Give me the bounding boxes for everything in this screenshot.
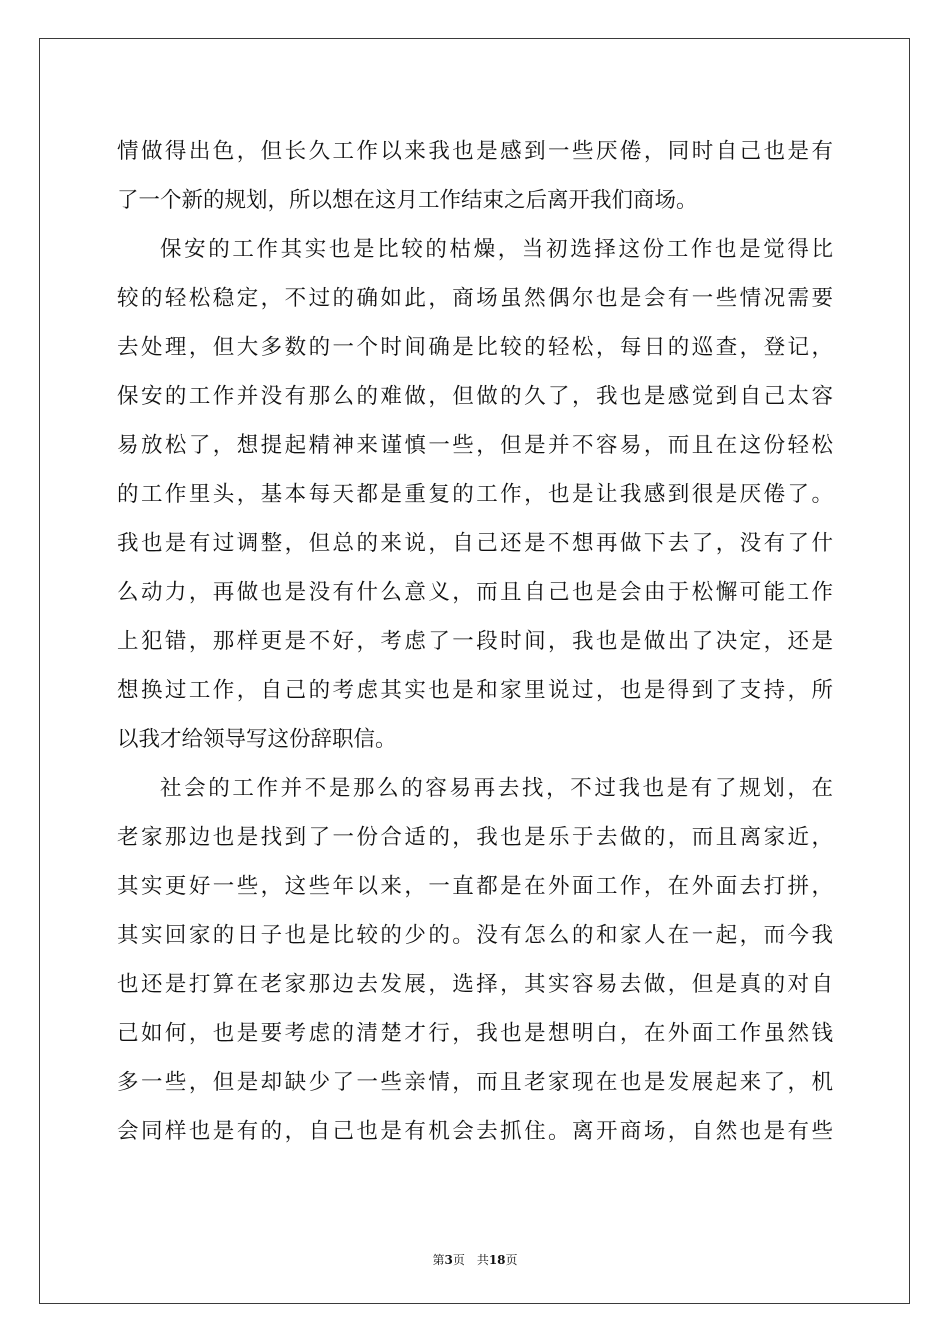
text-line: 也还是打算在老家那边去发展，选择，其实容易去做，但是真的对自 (117, 972, 833, 997)
document-body (117, 127, 833, 1156)
text-line: 的工作里头，基本每天都是重复的工作，也是让我感到很是厌倦了。 (117, 482, 833, 507)
text-line: 其实更好一些，这些年以来，一直都是在外面工作，在外面去打拼， (117, 874, 833, 899)
text-line: 保安的工作其实也是比较的枯燥，当初选择这份工作也是觉得比 (160, 237, 833, 262)
footer-suffix: 页 (505, 1253, 518, 1267)
text-line: 多一些，但是却缺少了一些亲情，而且老家现在也是发展起来了，机 (117, 1070, 833, 1095)
text-line: 我也是有过调整，但总的来说，自己还是不想再做下去了，没有了什 (117, 531, 833, 556)
text-line: 其实回家的日子也是比较的少的。没有怎么的和家人在一起，而今我 (117, 923, 833, 948)
text-line: 以我才给领导写这份辞职信。 (117, 727, 397, 752)
total-page-count: 18 (488, 1253, 506, 1267)
text-line: 了一个新的规划，所以想在这月工作结束之后离开我们商场。 (117, 188, 698, 213)
footer-prefix: 第 (432, 1253, 445, 1267)
text-line: 想换过工作，自己的考虑其实也是和家里说过，也是得到了支持，所 (117, 678, 833, 703)
text-line: 老家那边也是找到了一份合适的，我也是乐于去做的，而且离家近， (117, 825, 833, 850)
text-line: 上犯错，那样更是不好，考虑了一段时间，我也是做出了决定，还是 (117, 629, 833, 654)
text-line: 去处理，但大多数的一个时间确是比较的轻松，每日的巡查，登记， (117, 335, 833, 360)
text-line: 保安的工作并没有那么的难做，但做的久了，我也是感觉到自己太容 (117, 384, 833, 409)
text-line: 较的轻松稳定，不过的确如此，商场虽然偶尔也是会有一些情况需要 (117, 286, 833, 311)
text-line: 易放松了，想提起精神来谨慎一些，但是并不容易，而且在这份轻松 (117, 433, 833, 458)
text-line: 情做得出色，但长久工作以来我也是感到一些厌倦，同时自己也是有 (117, 139, 833, 164)
footer-mid: 页 共 (452, 1253, 489, 1267)
current-page-number: 3 (444, 1253, 453, 1267)
text-line: 己如何，也是要考虑的清楚才行，我也是想明白，在外面工作虽然钱 (117, 1021, 833, 1046)
text-line: 社会的工作并不是那么的容易再去找，不过我也是有了规划，在 (160, 776, 833, 801)
text-line: 会同样也是有的，自己也是有机会去抓住。离开商场，自然也是有些 (117, 1119, 833, 1144)
text-line: 么动力，再做也是没有什么意义，而且自己也是会由于松懈可能工作 (117, 580, 833, 605)
page-footer (0, 1252, 950, 1268)
